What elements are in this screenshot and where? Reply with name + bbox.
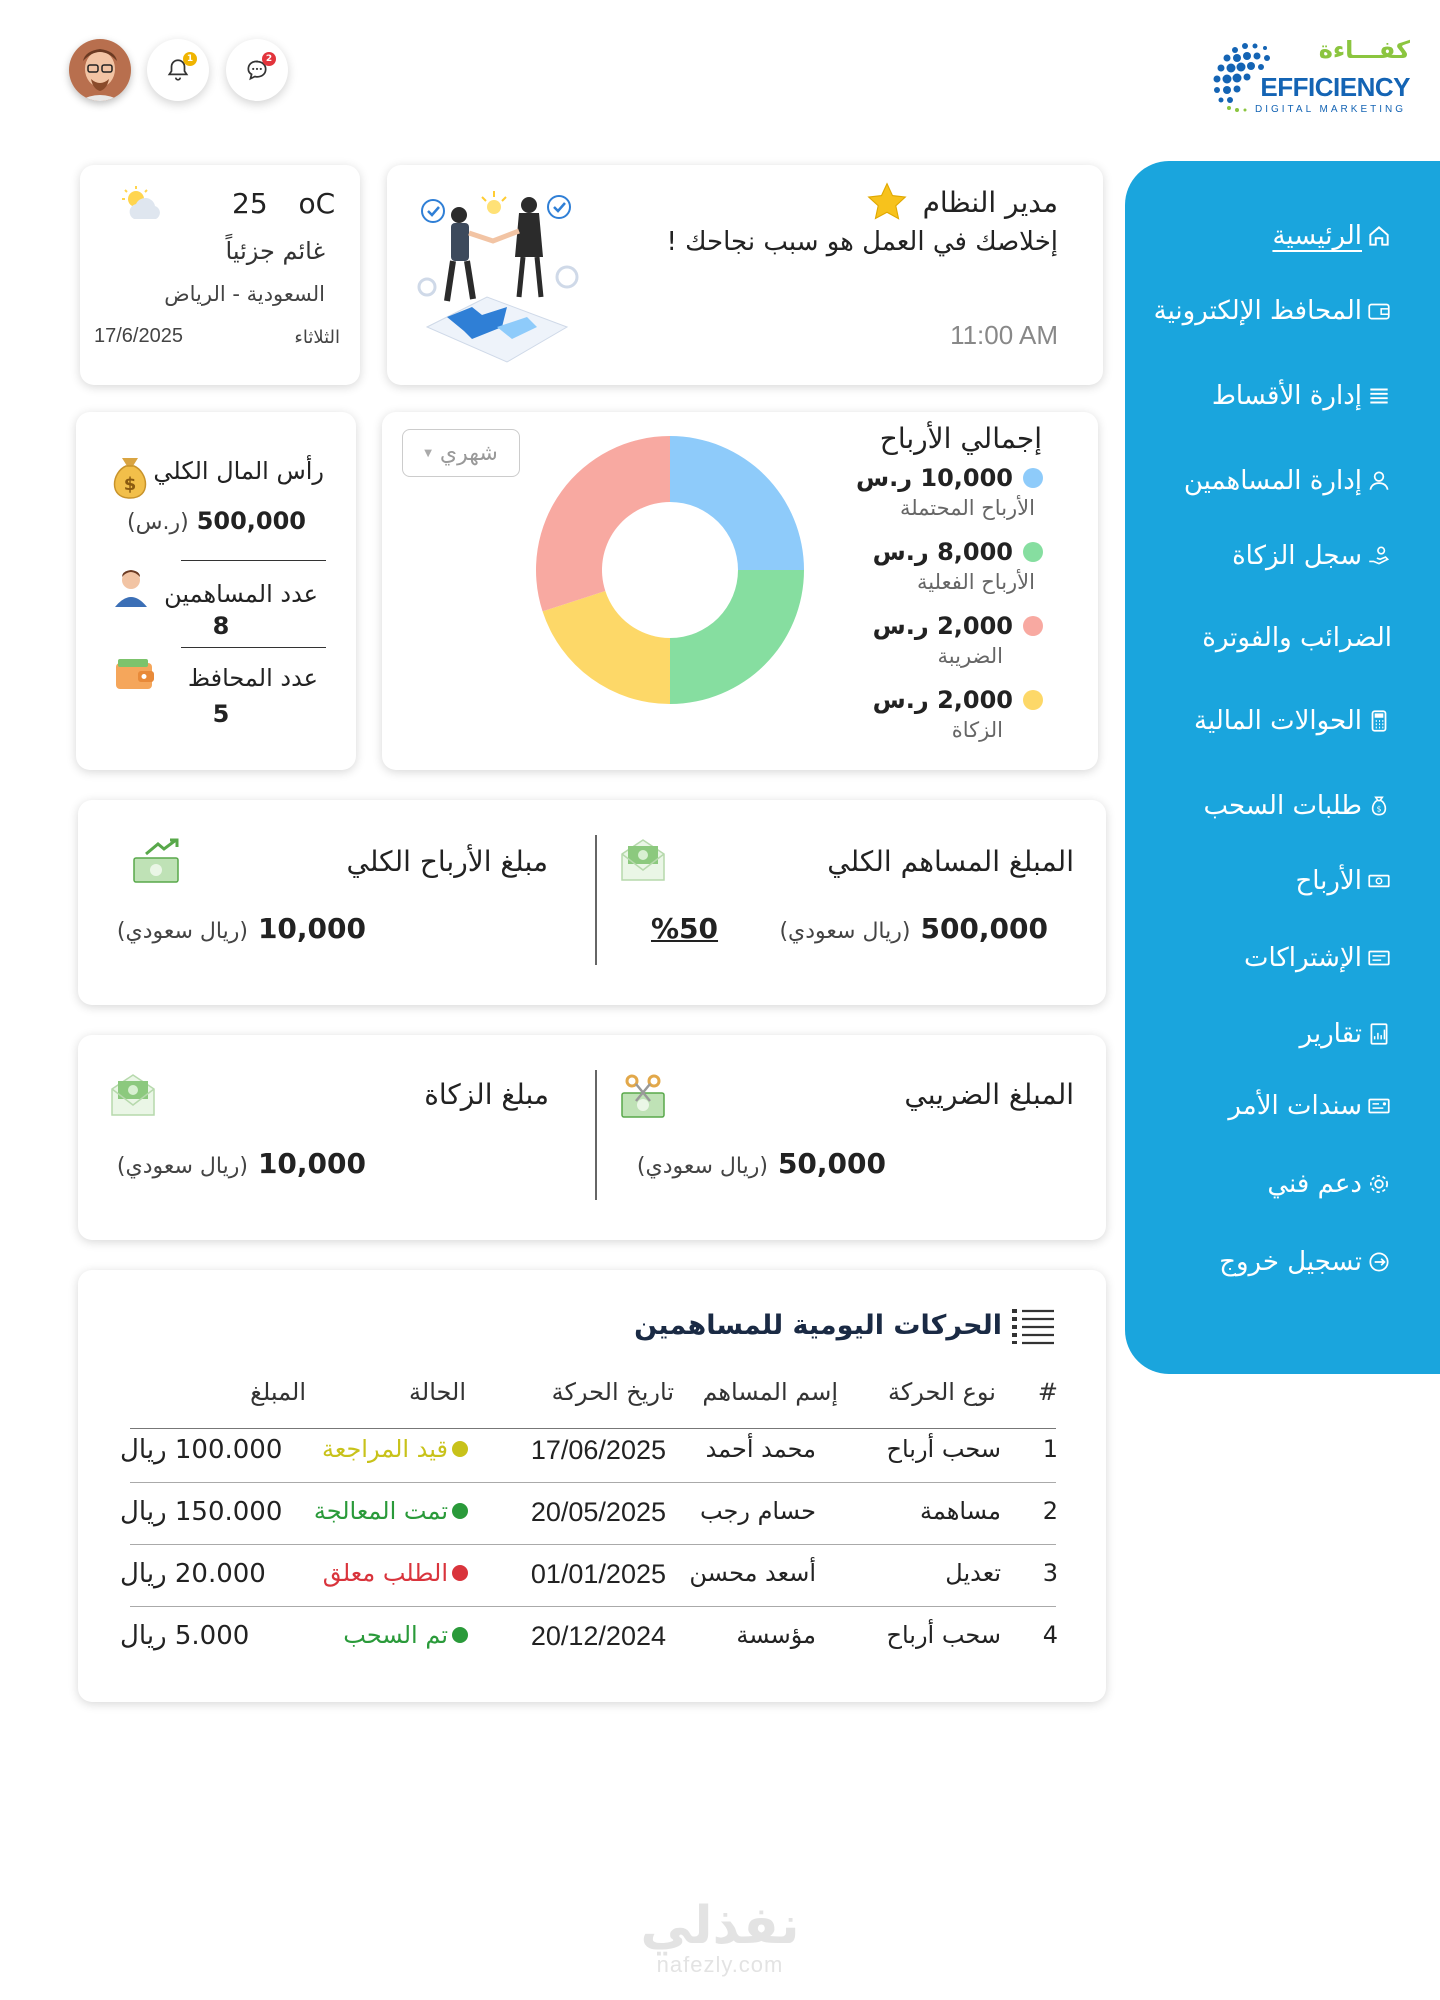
cell-n: 4 (1042, 1621, 1058, 1649)
legend-dot (1023, 468, 1043, 488)
stats-card-1 (78, 800, 1106, 1005)
divider (595, 1070, 597, 1200)
divider (181, 560, 326, 561)
status-label: تم السحب (343, 1621, 448, 1649)
sidebar-item-promissory-notes[interactable]: سندات الأمر (1228, 1091, 1392, 1121)
logo-english-text: EFFICIENCY (1260, 72, 1410, 102)
cell-n: 2 (1042, 1497, 1058, 1525)
status-dot (452, 1503, 468, 1519)
notifications-button[interactable] (147, 39, 209, 101)
sidebar-item-support[interactable]: دعم فني (1267, 1169, 1392, 1199)
contributed-unit: (ريال سعودي) (779, 919, 911, 944)
status-label: قيد المراجعة (322, 1435, 448, 1463)
sidebar-item-installments[interactable]: إدارة الأقساط (1212, 381, 1392, 411)
sidebar (1125, 161, 1440, 1374)
status-badge (322, 1435, 468, 1463)
pie-slice (670, 570, 804, 704)
transactions-card (78, 1270, 1106, 1702)
pie-slice (543, 591, 670, 704)
weather-day: الثلاثاء (294, 327, 340, 348)
sidebar-item-subscriptions[interactable]: الإشتراكات (1244, 943, 1392, 973)
sidebar-item-home[interactable]: الرئيسية (1272, 221, 1392, 251)
welcome-message: إخلاصك في العمل هو سبب نجاحك ! (666, 227, 1058, 257)
svg-text:$: $ (123, 474, 137, 495)
sidebar-item-zakat[interactable]: سجل الزكاة (1232, 541, 1392, 571)
column-header: إسم المساهم (702, 1378, 838, 1406)
sidebar-item-transfers[interactable]: الحوالات المالية (1194, 706, 1392, 736)
profits-donut-chart (530, 430, 810, 710)
zakat-value: 10,000 (257, 1147, 366, 1180)
legend-dot (1023, 616, 1043, 636)
scissors-money-icon (618, 1071, 668, 1121)
cell-date: 17/06/2025 (530, 1435, 666, 1465)
cell-amount: 150.000 ريال (120, 1497, 283, 1527)
list-icon (1366, 383, 1392, 409)
tax-label: المبلغ الضريبي (904, 1078, 1074, 1111)
contributed-label: المبلغ المساهم الكلي (827, 845, 1074, 878)
cell-type: تعديل (945, 1559, 1001, 1587)
report-icon (1366, 1021, 1392, 1047)
divider (595, 835, 597, 965)
cell-date: 20/05/2025 (530, 1497, 666, 1527)
cell-amount: 20.000 ريال (120, 1559, 266, 1589)
gear-icon (1366, 1171, 1392, 1197)
messages-badge: 2 (262, 52, 276, 66)
column-header: الحالة (409, 1378, 466, 1406)
profits-card (382, 412, 1098, 770)
sidebar-item-shareholders[interactable]: إدارة المساهمين (1184, 466, 1392, 496)
cell-n: 1 (1042, 1435, 1058, 1463)
chevron-down-icon: ▼ (424, 447, 432, 459)
cell-amount: 5.000 ريال (120, 1621, 250, 1651)
weather-condition: غائم جزئياً (225, 237, 325, 265)
watermark (630, 1896, 810, 1978)
cash-icon (1366, 868, 1392, 894)
contributed-percent[interactable]: %50 (651, 912, 719, 945)
shareholders-value: 8 (212, 612, 230, 640)
divider (130, 1482, 1056, 1483)
stats-card-2 (78, 1035, 1106, 1240)
wallets-label: عدد المحافظ (187, 664, 318, 692)
home-icon (1366, 223, 1392, 249)
cell-date: 01/01/2025 (530, 1559, 666, 1589)
status-dot (452, 1627, 468, 1643)
sidebar-item-profits[interactable]: الأرباح (1295, 866, 1392, 896)
profits-total-value: 10,000 (257, 912, 366, 945)
legend-item: 10,000 ر.س الأرباح المحتملة (843, 464, 1043, 520)
money-bag-icon (106, 452, 154, 502)
sidebar-item-taxes[interactable]: الضرائب والفوترة (1202, 623, 1392, 653)
user-photo-icon (69, 39, 131, 101)
profits-total-unit: (ريال سعودي) (116, 919, 248, 944)
status-dot (452, 1441, 468, 1457)
status-badge (343, 1621, 468, 1649)
cell-name: أسعد محسن (689, 1559, 816, 1587)
welcome-title: مدير النظام (922, 185, 1058, 219)
cell-n: 3 (1042, 1559, 1058, 1587)
cell-name: حسام رجب (699, 1497, 816, 1525)
profits-total-label: مبلغ الأرباح الكلي (346, 845, 548, 878)
cell-amount: 100.000 ريال (120, 1435, 283, 1465)
company-logo (1205, 32, 1420, 124)
subscription-icon (1366, 945, 1392, 971)
money-envelope-icon (108, 1071, 158, 1119)
divider (181, 647, 326, 648)
bond-icon (1366, 1093, 1392, 1119)
watermark-arabic: نفذلي (640, 1896, 800, 1956)
capital-card (76, 412, 356, 770)
money-envelope-icon (618, 836, 668, 884)
money-bag-icon (1366, 793, 1392, 819)
temperature-unit: oC (298, 187, 336, 220)
status-label: تمت المعالجة (313, 1497, 448, 1525)
contributed-value: 500,000 (920, 912, 1048, 945)
zakat-label: مبلغ الزكاة (424, 1078, 549, 1111)
sidebar-item-wallets[interactable]: المحافظ الإلكترونية (1154, 296, 1392, 326)
handshake-illustration-icon (397, 177, 597, 377)
weather-date: 17/6/2025 (94, 325, 183, 347)
logo-subtitle: DIGITAL MARKETING (1254, 104, 1406, 115)
welcome-card (387, 165, 1103, 385)
period-select-value: شهري (439, 440, 498, 466)
zakat-unit: (ريال سعودي) (116, 1154, 248, 1179)
sidebar-item-reports[interactable]: تقارير (1300, 1019, 1392, 1049)
column-header: تاريخ الحركة (551, 1378, 674, 1406)
legend-item: 2,000 ر.س الضريبة (843, 612, 1043, 668)
logo-arabic-text: كفـــاءة (1318, 36, 1410, 64)
star-icon (865, 180, 909, 224)
cell-type: مساهمة (920, 1497, 1001, 1525)
status-dot (452, 1565, 468, 1581)
status-badge (323, 1559, 468, 1587)
status-badge (314, 1497, 468, 1525)
sidebar-item-withdrawals[interactable]: $ طلبات السحب (1204, 791, 1392, 821)
shareholder-avatar-icon (112, 567, 150, 609)
watermark-english: nafezly.com (656, 1952, 784, 1977)
tax-unit: (ريال سعودي) (636, 1154, 768, 1179)
divider (130, 1428, 1056, 1429)
cell-name: مؤسسة (736, 1621, 816, 1649)
temperature-value: 25 (232, 187, 268, 220)
hand-coin-icon (1366, 543, 1392, 569)
divider (130, 1606, 1056, 1607)
user-icon (1366, 468, 1392, 494)
money-growth-icon (130, 836, 182, 886)
capital-unit: (ر.س) (127, 510, 189, 535)
avatar[interactable] (69, 39, 131, 101)
cell-date: 20/12/2024 (530, 1621, 666, 1651)
notifications-badge: 1 (183, 52, 197, 66)
shareholders-label: عدد المساهمين (164, 580, 318, 608)
cell-type: سحب أرباح (886, 1435, 1001, 1463)
svg-text:$: $ (1376, 804, 1382, 814)
pie-slice (670, 436, 804, 570)
legend-item: 2,000 ر.س الزكاة (843, 686, 1043, 742)
weather-location: السعودية - الرياض (164, 282, 325, 306)
divider (130, 1544, 1056, 1545)
cell-type: سحب أرباح (886, 1621, 1001, 1649)
welcome-time: 11:00 AM (950, 320, 1058, 350)
partly-cloudy-icon (120, 185, 170, 225)
logout-icon (1366, 1249, 1392, 1275)
legend-dot (1023, 542, 1043, 562)
capital-value: 500,000 (196, 507, 306, 535)
period-select[interactable] (402, 429, 520, 477)
list-icon (1010, 1305, 1056, 1345)
transactions-title: الحركات اليومية للمساهمين (634, 1309, 1002, 1341)
legend-dot (1023, 690, 1043, 710)
legend-item: 8,000 ر.س الأرباح الفعلية (843, 538, 1043, 594)
messages-button[interactable] (226, 39, 288, 101)
calculator-icon (1366, 708, 1392, 734)
cell-name: محمد أحمد (705, 1435, 816, 1463)
wallet-icon (114, 657, 156, 693)
status-label: الطلب معلق (322, 1559, 448, 1587)
profits-title: إجمالي الأرباح (879, 422, 1042, 455)
pie-slice (536, 436, 670, 611)
column-header: المبلغ (250, 1378, 306, 1406)
column-header: نوع الحركة (887, 1378, 996, 1406)
tax-value: 50,000 (777, 1147, 886, 1180)
capital-label: رأس المال الكلي (153, 457, 324, 485)
wallets-value: 5 (212, 700, 230, 728)
weather-card (80, 165, 360, 385)
column-header: # (1037, 1378, 1058, 1406)
sidebar-item-logout[interactable]: تسجيل خروج (1219, 1247, 1392, 1277)
wallet-icon (1366, 298, 1392, 324)
